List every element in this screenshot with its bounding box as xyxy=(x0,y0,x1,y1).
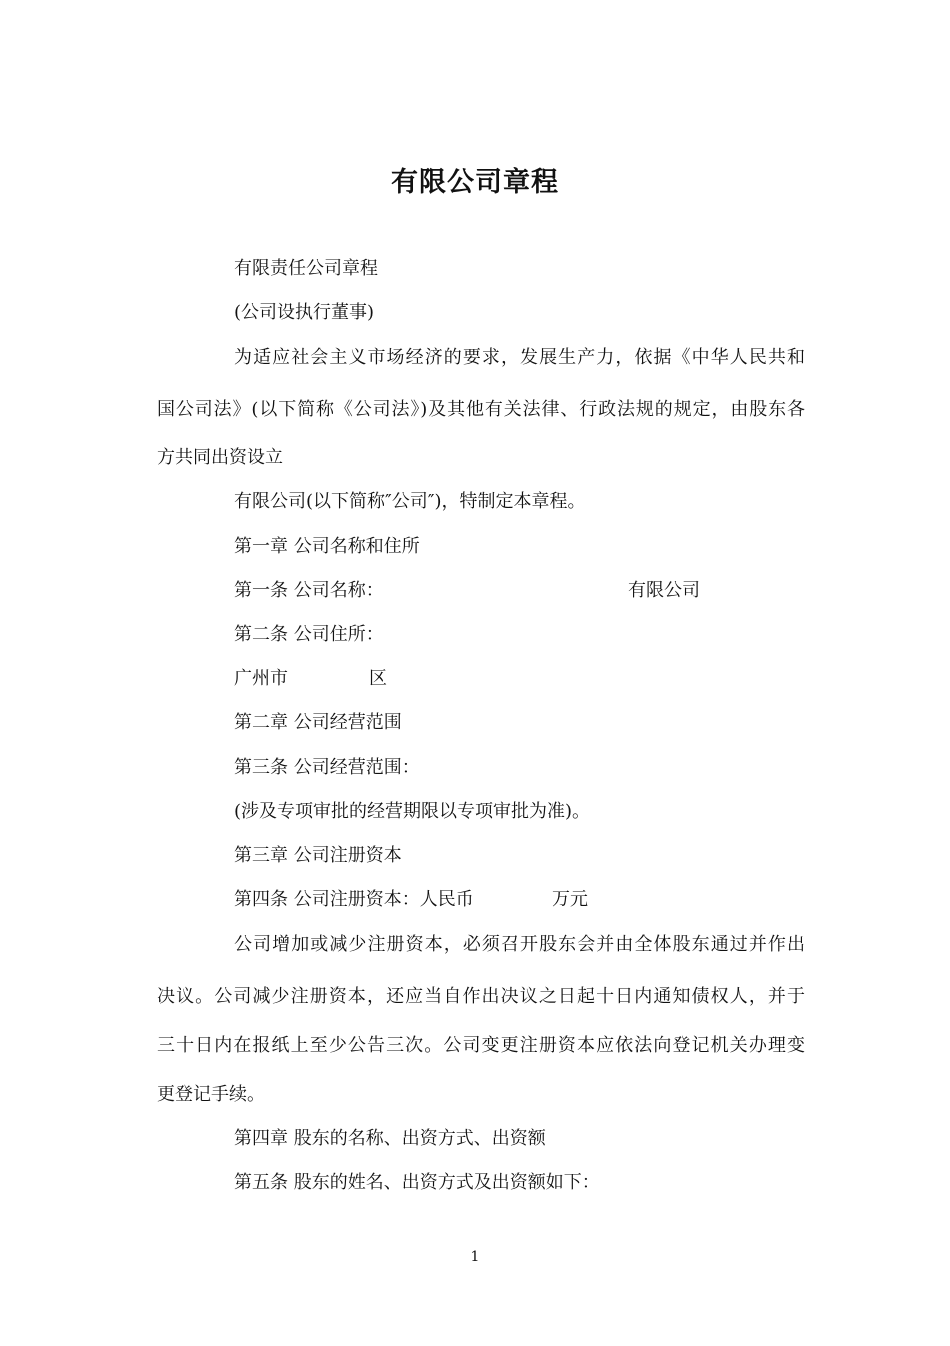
page-number: 1 xyxy=(470,1249,480,1265)
article-3-note: (涉及专项审批的经营期限以专项审批为准)。 xyxy=(234,801,591,822)
preamble-line-4: 有限公司(以下简称″公司″)，特制定本章程。 xyxy=(234,491,586,512)
article-2-label: 第二条 公司住所： xyxy=(234,624,384,645)
article-4-label: 第四条 公司注册资本：人民币 xyxy=(234,889,474,910)
preamble-line-1: 为适应社会主义市场经济的要求，发展生产力，依据《中华人民共和 xyxy=(234,347,805,368)
document-note: (公司设执行董事) xyxy=(234,302,375,323)
document-title: 有限公司章程 xyxy=(391,167,559,198)
capital-para-line-1: 公司增加或减少注册资本，必须召开股东会并由全体股东通过并作出 xyxy=(234,934,805,955)
capital-para-line-2: 决议。公司减少注册资本，还应当自作出决议之日起十日内通知债权人，并于 xyxy=(157,986,805,1007)
article-1-value: 有限公司 xyxy=(628,580,700,601)
chapter-2-heading: 第二章 公司经营范围 xyxy=(234,712,402,733)
capital-para-line-4: 更登记手续。 xyxy=(157,1084,265,1105)
article-4-unit: 万元 xyxy=(552,889,588,910)
preamble-line-3: 方共同出资设立 xyxy=(157,447,283,468)
address-city: 广州市 xyxy=(234,668,288,689)
chapter-1-heading: 第一章 公司名称和住所 xyxy=(234,536,420,557)
article-5-label: 第五条 股东的姓名、出资方式及出资额如下： xyxy=(234,1172,600,1193)
article-3-label: 第三条 公司经营范围： xyxy=(234,757,420,778)
address-district: 区 xyxy=(369,668,387,689)
capital-para-line-3: 三十日内在报纸上至少公告三次。公司变更注册资本应依法向登记机关办理变 xyxy=(157,1035,805,1056)
article-1-label: 第一条 公司名称： xyxy=(234,580,384,601)
preamble-line-2: 国公司法》(以下简称《公司法》)及其他有关法律、行政法规的规定，由股东各 xyxy=(157,399,805,420)
chapter-4-heading: 第四章 股东的名称、出资方式、出资额 xyxy=(234,1128,546,1149)
chapter-3-heading: 第三章 公司注册资本 xyxy=(234,845,402,866)
document-subtitle: 有限责任公司章程 xyxy=(234,258,378,279)
